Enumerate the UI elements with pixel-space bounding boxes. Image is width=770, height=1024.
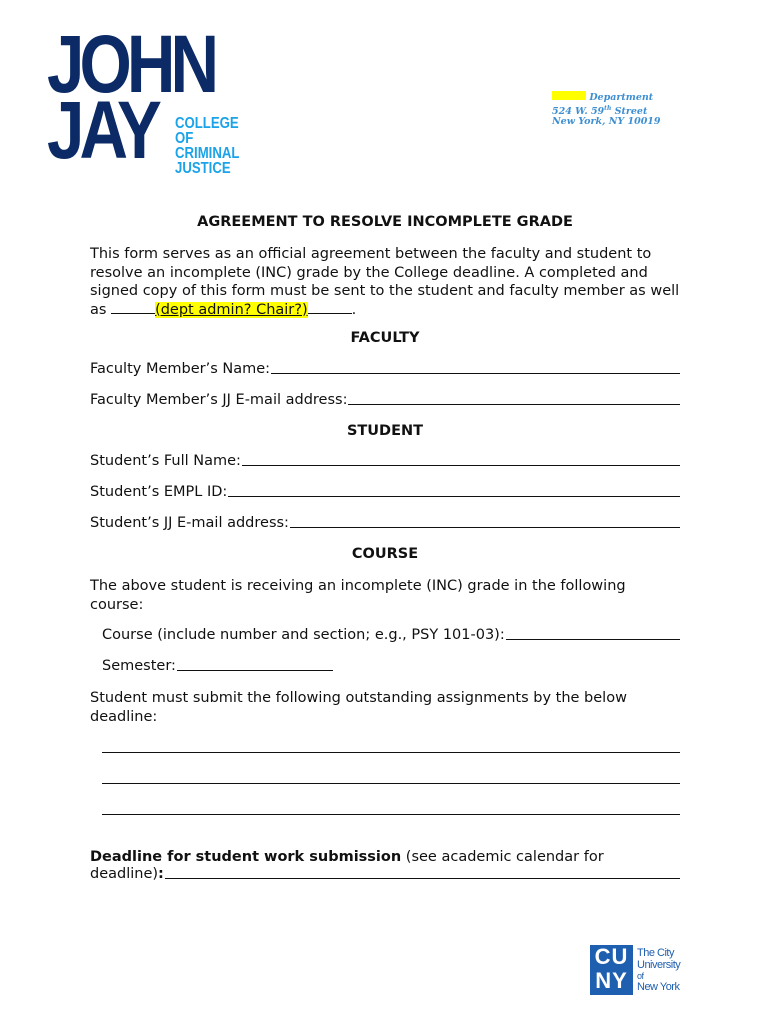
deadline-line[interactable]: [165, 878, 680, 879]
faculty-email-label: Faculty Member’s JJ E-mail address:: [90, 392, 348, 408]
course-line[interactable]: [506, 639, 680, 640]
assignment-line-1[interactable]: [102, 752, 680, 753]
deadline-label: [90, 848, 690, 867]
faculty-name-line[interactable]: [271, 373, 680, 374]
logo-john: JOHN: [47, 19, 215, 110]
deadline-line2: deadline): [90, 866, 159, 882]
john-jay-logo: [47, 19, 251, 177]
logo-text: JUSTICE: [175, 160, 231, 177]
logo-text: CRIMINAL: [175, 145, 240, 162]
assignment-line-2[interactable]: [102, 783, 680, 784]
semester-label: Semester:: [102, 658, 176, 674]
logo-text: COLLEGE: [175, 115, 239, 132]
faculty-email-line[interactable]: [348, 404, 680, 405]
student-heading: STUDENT: [346, 423, 424, 439]
street-sup: th: [604, 104, 612, 112]
student-email-line[interactable]: [290, 527, 680, 528]
course-heading: COURSE: [351, 546, 419, 562]
student-name-line[interactable]: [242, 465, 680, 466]
street: 524 W. 59: [552, 105, 605, 117]
faculty-name-field[interactable]: [90, 361, 680, 377]
logo-jay: JAY: [47, 85, 157, 176]
cuny-mark: NY: [595, 968, 628, 993]
student-name-field[interactable]: [90, 453, 680, 469]
assignments-text: Student must submit the following outstanding assignments by the below deadline:: [90, 690, 627, 725]
faculty-heading: FACULTY: [350, 330, 420, 346]
deadline-field[interactable]: [90, 866, 680, 882]
intro-paragraph: [90, 245, 690, 319]
street-end: Street: [611, 105, 648, 117]
student-empl-line[interactable]: [228, 496, 680, 497]
logo-text: OF: [175, 130, 194, 147]
recipient-highlight: (dept admin? Chair?): [155, 301, 308, 318]
department-name: Department: [589, 92, 654, 103]
intro-text: This form serves as an official agreement between the faculty and student to resolve an incomplete (INC) grade by the College deadline. A completed and signed copy of this form must be sent to the student and faculty member as well as: [90, 246, 680, 318]
city: New York, NY 10019: [552, 116, 661, 128]
course-field[interactable]: [102, 627, 680, 643]
student-empl-field[interactable]: [90, 484, 680, 500]
cuny-mark: CU: [594, 944, 629, 969]
department-address: [552, 91, 661, 128]
faculty-name-label: Faculty Member’s Name:: [90, 361, 271, 377]
student-email-label: Student’s JJ E-mail address:: [90, 515, 289, 531]
intro-end: .: [351, 301, 357, 318]
deadline-rest: (see academic calendar for: [401, 849, 604, 865]
student-email-field[interactable]: [90, 515, 680, 531]
cuny-text: of: [637, 971, 644, 981]
assignment-line-3[interactable]: [102, 814, 680, 815]
cuny-text: New York: [637, 981, 680, 993]
deadline-colon: :: [158, 866, 164, 882]
deadline-bold: Deadline for student work submission: [90, 849, 402, 865]
semester-field[interactable]: [102, 658, 680, 674]
form-title: AGREEMENT TO RESOLVE INCOMPLETE GRADE: [197, 214, 573, 230]
cuny-text: University: [637, 959, 681, 971]
student-name-label: Student’s Full Name:: [90, 453, 241, 469]
course-intro: The above student is receiving an incomplete (INC) grade in the following course:: [90, 578, 626, 613]
semester-line[interactable]: [177, 670, 333, 671]
course-label: Course (include number and section; e.g., PSY 101-03):: [102, 627, 505, 643]
student-empl-label: Student’s EMPL ID:: [90, 484, 228, 500]
cuny-text: The City: [637, 947, 674, 959]
faculty-email-field[interactable]: [90, 392, 680, 408]
